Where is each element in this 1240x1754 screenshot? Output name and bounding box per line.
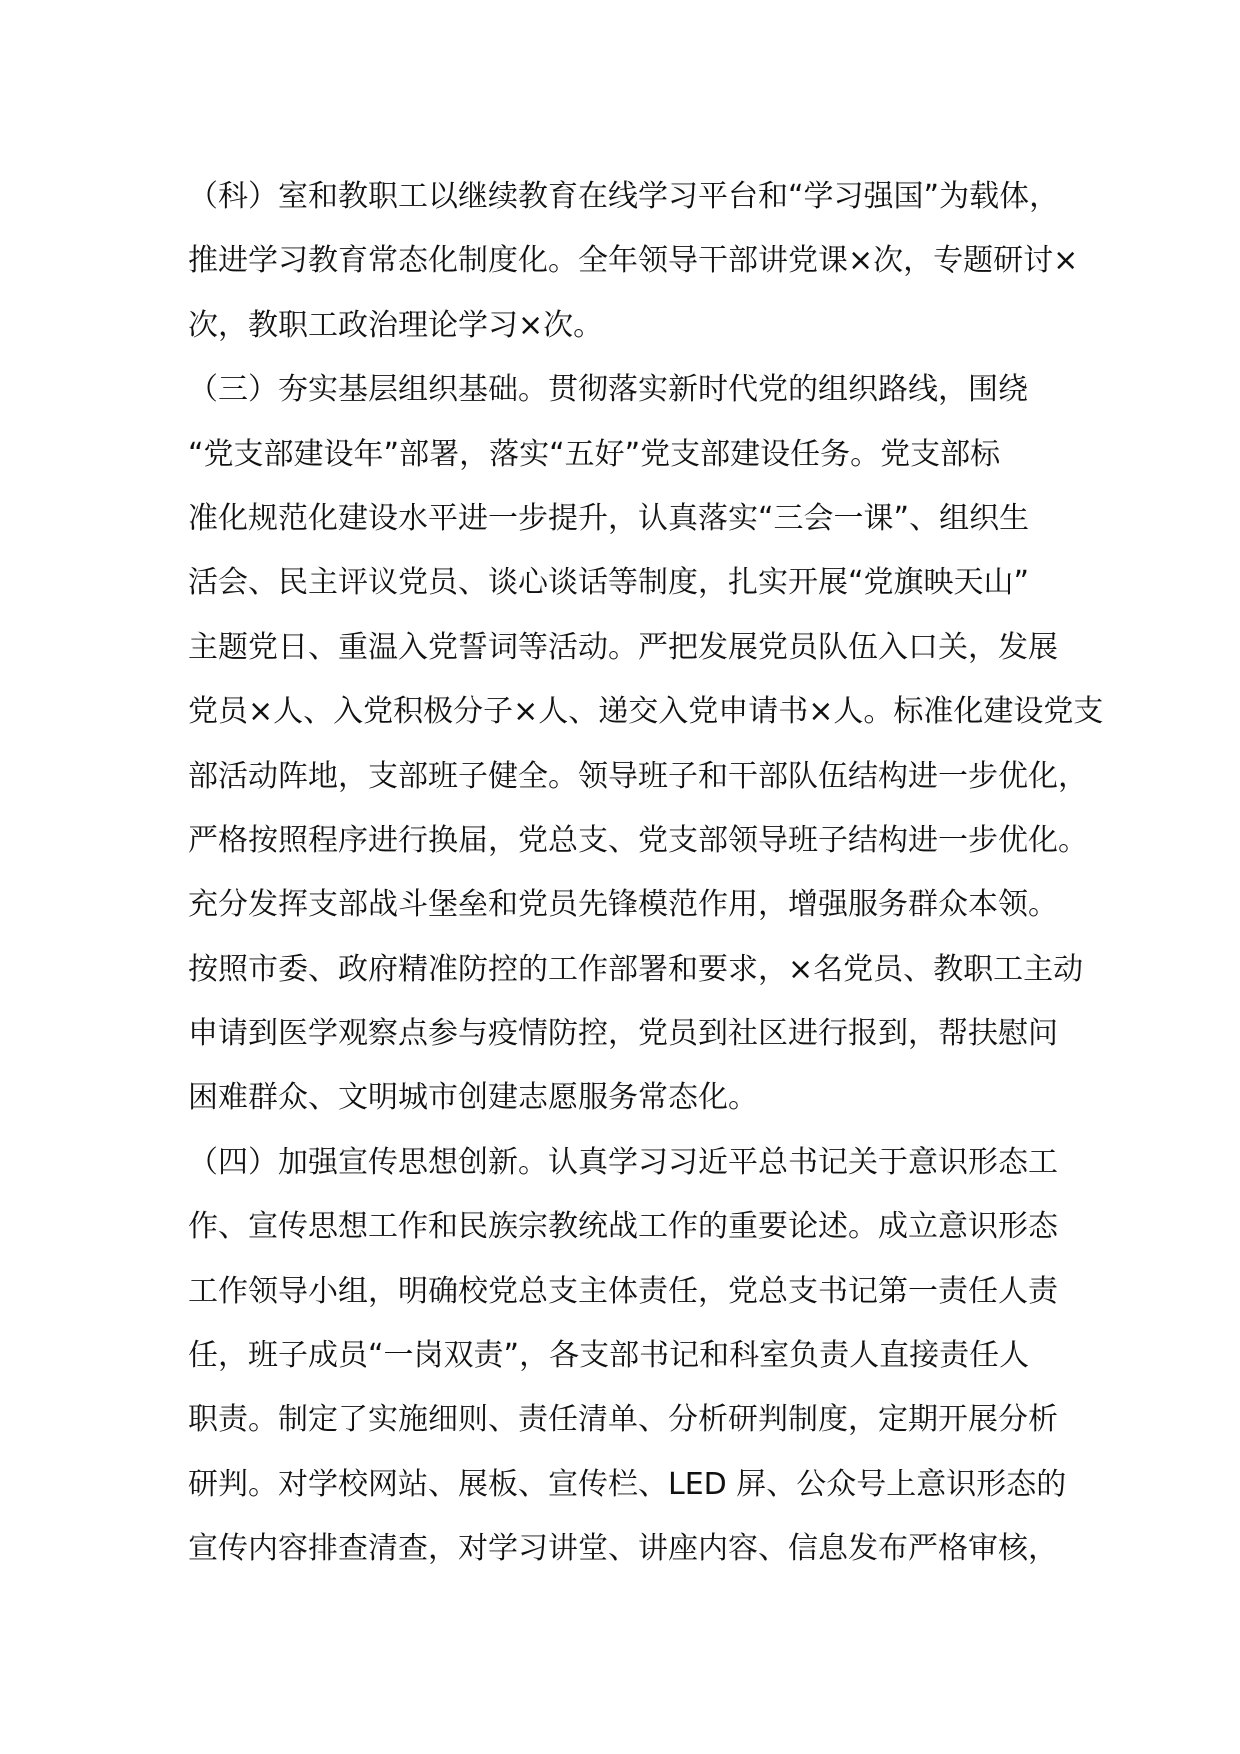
text-line: 申请到医学观察点参与疫情防控，党员到社区进行报到，帮扶慰问 (188, 1016, 1058, 1052)
text-line: 任，班子成员“一岗双责”，各支部书记和科室负责人直接责任人 (188, 1338, 1030, 1374)
text-line: （科）室和教职工以继续教育在线学习平台和“学习强国”为载体， (188, 179, 1060, 214)
text-line: 研判。对学校网站、展板、宣传栏、LED 屏、公众号上意识形态的 (188, 1466, 1067, 1502)
text-line: 按照市委、政府精准防控的工作部署和要求，×名党员、教职工主动 (188, 951, 1084, 987)
text-line: 工作领导小组，明确校党总支主体责任，党总支书记第一责任人责 (188, 1273, 1058, 1309)
text-line: 准化规范化建设水平进一步提升，认真落实“三会一课”、组织生 (188, 500, 1030, 536)
text-line: 党员×人、入党积极分子×人、递交入党申请书×人。标准化建设党支 (188, 694, 1104, 730)
text-line: 严格按照程序进行换届，党总支、党支部领导班子结构进一步优化。 (188, 822, 1088, 858)
text-line: 作、宣传思想工作和民族宗教统战工作的重要论述。成立意识形态 (188, 1209, 1058, 1245)
body-text (188, 165, 1104, 1582)
section-heading-line: （三）夯实基层组织基础。贯彻落实新时代党的组织路线，围绕 (188, 372, 1028, 408)
text-line: 职责。制定了实施细则、责任清单、分析研判制度，定期开展分析 (188, 1402, 1058, 1438)
text-line: “党支部建设年”部署，落实“五好”党支部建设任务。党支部标 (188, 436, 1001, 472)
text-line: 次，教职工政治理论学习×次。 (188, 307, 604, 343)
text-line: 推进学习教育常态化制度化。全年领导干部讲党课×次，专题研讨× (188, 243, 1079, 279)
text-line: 部活动阵地，支部班子健全。领导班子和干部队伍结构进一步优化， (188, 758, 1088, 794)
text-line: 活会、民主评议党员、谈心谈话等制度，扎实开展“党旗映天山” (188, 565, 1030, 601)
text-line: 主题党日、重温入党誓词等活动。严把发展党员队伍入口关，发展 (188, 629, 1058, 665)
section-heading-line: （四）加强宣传思想创新。认真学习习近平总书记关于意识形态工 (188, 1144, 1058, 1180)
text-line: 困难群众、文明城市创建志愿服务常态化。 (188, 1080, 758, 1116)
text-line: 宣传内容排查清查，对学习讲堂、讲座内容、信息发布严格审核， (188, 1531, 1058, 1567)
text-line: 充分发挥支部战斗堡垒和党员先锋模范作用，增强服务群众本领。 (188, 887, 1058, 923)
